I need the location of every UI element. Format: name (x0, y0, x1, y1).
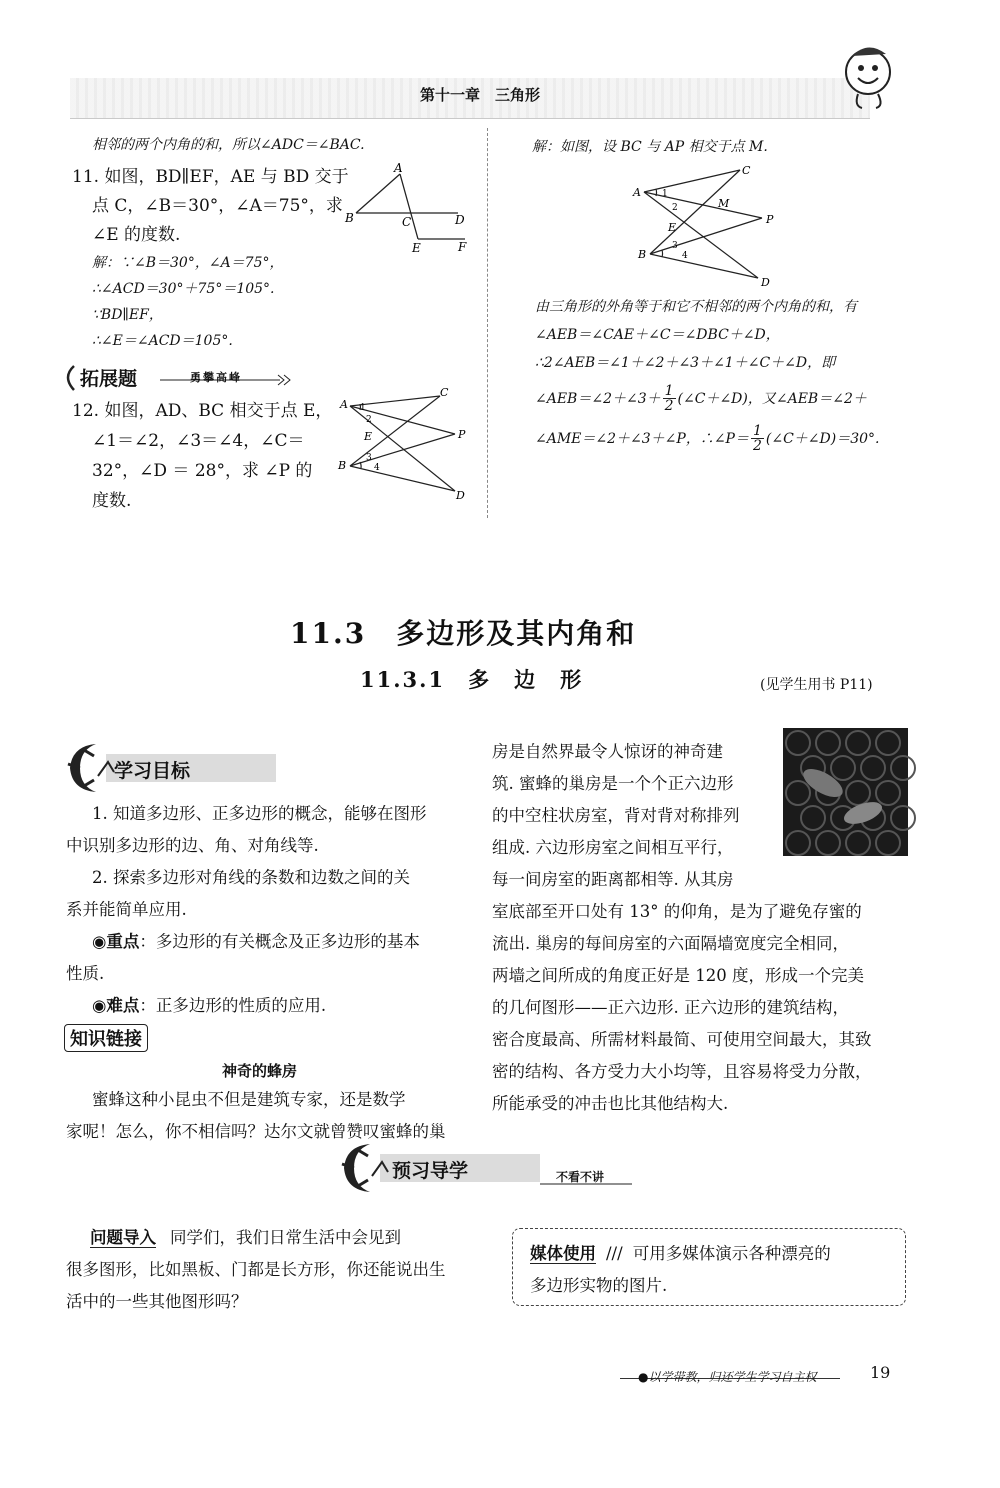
story-right-line6: 室底部至开口处有 13° 的仰角，是为了避免存蜜的 (492, 902, 862, 921)
story-right-line4: 组成. 六边形房室之间相互平行， (492, 838, 734, 857)
story-line1: 蜜蜂这种小昆虫不但是建筑专家，还是数学 (92, 1090, 406, 1109)
goal-2-line1: 2. 探索多边形对角线的条数和边数之间的关 (92, 868, 410, 887)
fig12r-label-e: E (668, 221, 677, 234)
fig12r-label-m: M (718, 197, 730, 210)
media-usage-line2: 多边形实物的图片. (530, 1276, 668, 1295)
fig11-label-a: A (394, 161, 403, 175)
problem-intro-line2: 很多图形，比如黑板、门都是长方形，你还能说出生 (66, 1260, 446, 1279)
problem-intro-line1 (90, 1222, 401, 1254)
fraction-den: 2 (664, 398, 674, 414)
difficult-label: ◉难点 (92, 996, 140, 1015)
fig11-label-e: E (412, 241, 421, 255)
line5-pre: ∠AEB＝∠2＋∠3＋ (535, 390, 661, 407)
goal-2-line2: 系并能简单应用. (66, 900, 187, 919)
fraction-half-1 (663, 384, 676, 413)
story-right-line12: 所能承受的冲击也比其他结构大. (492, 1094, 729, 1113)
q11-solution-2: ∴∠ACD＝30°＋75°＝105°. (92, 281, 275, 297)
fig11-label-f: F (458, 240, 467, 254)
knowledge-link-tag (64, 1024, 148, 1052)
prev-answer-tail: 相邻的两个内角的和，所以∠ADC＝∠BAC. (92, 137, 365, 153)
story-title: 神奇的蜂房 (222, 1062, 298, 1080)
chapter-title: 第十一章 三角形 (420, 86, 541, 104)
q12-solution-line5 (535, 384, 867, 413)
subsection-title: 11.3.1 多 边 形 (360, 667, 584, 692)
q12-solution-line2: 由三角形的外角等于和它不相邻的两个内角的和，有 (535, 299, 857, 315)
fig12-angle-4: 4 (374, 463, 380, 473)
q12-solution-line3: ∠AEB＝∠CAE＋∠C＝∠DBC＋∠D， (535, 327, 780, 343)
preview-banner-subtitle: 不看不讲 (556, 1170, 605, 1184)
fraction-half-2 (751, 424, 764, 453)
media-usage-text: 可用多媒体演示各种漂亮的 (632, 1244, 831, 1263)
fig12-label-d: D (456, 489, 465, 502)
q11-solution-3: ∵BD∥EF， (92, 307, 163, 323)
section-title: 11.3 多边形及其内角和 (290, 617, 637, 650)
story-right-line10: 密合度最高、所需材料最简、可使用空间最大，其致 (492, 1030, 872, 1049)
fig12r-label-c: C (742, 164, 751, 177)
fraction-num: 1 (752, 423, 762, 439)
story-right-line8: 两墙之间所成的角度正好是 120 度，形成一个完美 (492, 966, 864, 985)
page-number: 19 (870, 1363, 891, 1382)
figure-q12-solution (628, 160, 778, 290)
fig11-label-b: B (345, 211, 354, 225)
problem-intro-tag: 问题导入 (90, 1228, 156, 1247)
problem-intro-line3: 活中的一些其他图形吗？ (66, 1292, 248, 1311)
fig11-label-d: D (455, 213, 465, 227)
difficult-point (92, 990, 326, 1022)
story-line2: 家呢！怎么，你不相信吗？达尔文就曾赞叹蜜蜂的巢 (66, 1122, 446, 1141)
media-usage-tag: 媒体使用 (530, 1244, 596, 1263)
fig12-label-c: C (440, 386, 449, 399)
fig12r-label-a: A (633, 186, 641, 199)
fig12r-angle-4: 4 (682, 251, 688, 261)
column-divider (487, 128, 488, 518)
mascot-logo (838, 44, 900, 112)
line6-pre: ∠AME＝∠2＋∠3＋∠P，∴∠P＝ (535, 430, 749, 447)
fig12-label-e: E (364, 430, 373, 443)
extension-title: 拓展题 (80, 368, 138, 390)
fig12-angle-3: 3 (366, 453, 372, 463)
difficult-text: ：正多边形的性质的应用. (139, 996, 327, 1015)
line5-post: (∠C＋∠D)，又∠AEB＝∠2＋ (677, 390, 867, 407)
fig12r-label-p: P (766, 213, 774, 226)
goals-banner-title: 学习目标 (114, 760, 191, 782)
q11-solution-4: ∴∠E＝∠ACD＝105°. (92, 333, 233, 349)
extension-subtitle: 勇攀高峰 (190, 371, 242, 384)
q12-solution-intro: 解：如图，设 BC 与 AP 相交于点 M. (532, 139, 768, 155)
story-right-line2: 筑. 蜜蜂的巢房是一个个正六边形 (492, 774, 734, 793)
key-point-text: ：多边形的有关概念及正多边形的基本 (139, 932, 420, 951)
media-usage-line1 (530, 1238, 831, 1270)
story-right-line1: 房是自然界最令人惊讶的神奇建 (492, 742, 723, 761)
story-right-line11: 密的结构、各方受力大小均等，且容易将受力分散， (492, 1062, 872, 1081)
q12-line3: 32°，∠D ＝ 28°，求 ∠P 的 (92, 461, 313, 481)
fig12-label-p: P (458, 428, 466, 441)
fig12-label-a: A (340, 398, 348, 411)
knowledge-link-label: 知识链接 (64, 1024, 148, 1052)
q12-line2: ∠1＝∠2，∠3＝∠4，∠C＝ (92, 431, 305, 451)
honeycomb-bee-photo (783, 728, 908, 856)
fig12r-angle-2: 2 (672, 203, 678, 213)
q11-line3: ∠E 的度数. (92, 225, 181, 245)
key-point-label: ◉重点 (92, 932, 140, 951)
q12-line4: 度数. (92, 491, 132, 511)
q11-solution-1: 解：∵∠B＝30°，∠A＝75°， (92, 255, 284, 271)
goal-1-line2: 中识别多边形的边、角、对角线等. (66, 836, 319, 855)
fig12r-label-b: B (638, 248, 647, 261)
fig12-label-b: B (338, 459, 347, 472)
goal-1-line1: 1. 知道多边形、正多边形的概念，能够在图形 (92, 804, 427, 823)
student-book-ref: (见学生用书 P11) (760, 677, 873, 693)
line6-post: (∠C＋∠D)＝30°. (765, 430, 880, 447)
q12-solution-line6 (535, 424, 880, 453)
story-right-line5: 每一间房室的距离都相等. 从其房 (492, 870, 734, 889)
figure-q11 (340, 160, 475, 255)
q11-line2: 点 C，∠B＝30°，∠A＝75°，求 (92, 196, 343, 216)
story-right-line3: 的中空柱状房室，背对背对称排列 (492, 806, 740, 825)
key-point-line2: 性质. (66, 964, 105, 983)
header-rule (70, 118, 870, 119)
key-point-line1 (92, 926, 420, 958)
fig12-angle-1: 1 (360, 403, 366, 413)
fig12r-angle-3: 3 (672, 241, 678, 251)
fig11-label-c: C (402, 215, 412, 229)
preview-banner-title: 预习导学 (392, 1160, 469, 1182)
fraction-num: 1 (664, 383, 674, 399)
fig12-angle-2: 2 (366, 415, 372, 425)
story-right-line7: 流出. 巢房的每间房室的六面隔墙宽度完全相同， (492, 934, 849, 953)
media-usage-slashes: /// (606, 1244, 623, 1263)
fig12r-angle-1: 1 (662, 189, 668, 199)
q12-line1: 12. 如图，AD、BC 相交于点 E， (72, 401, 333, 421)
story-right-line9: 的几何图形——正六边形. 正六边形的建筑结构， (492, 998, 849, 1017)
fig12r-label-d: D (761, 276, 770, 289)
footer-slogan: ●以学带教，归还学生学习自主权 (638, 1370, 817, 1384)
fraction-den: 2 (752, 438, 762, 454)
q12-solution-line4: ∴2∠AEB＝∠1＋∠2＋∠3＋∠1＋∠C＋∠D，即 (535, 355, 836, 371)
q11-line1: 11. 如图，BD∥EF，AE 与 BD 交于 (72, 167, 349, 187)
problem-intro-text: 同学们，我们日常生活中会见到 (170, 1228, 401, 1247)
figure-q12 (330, 386, 475, 504)
